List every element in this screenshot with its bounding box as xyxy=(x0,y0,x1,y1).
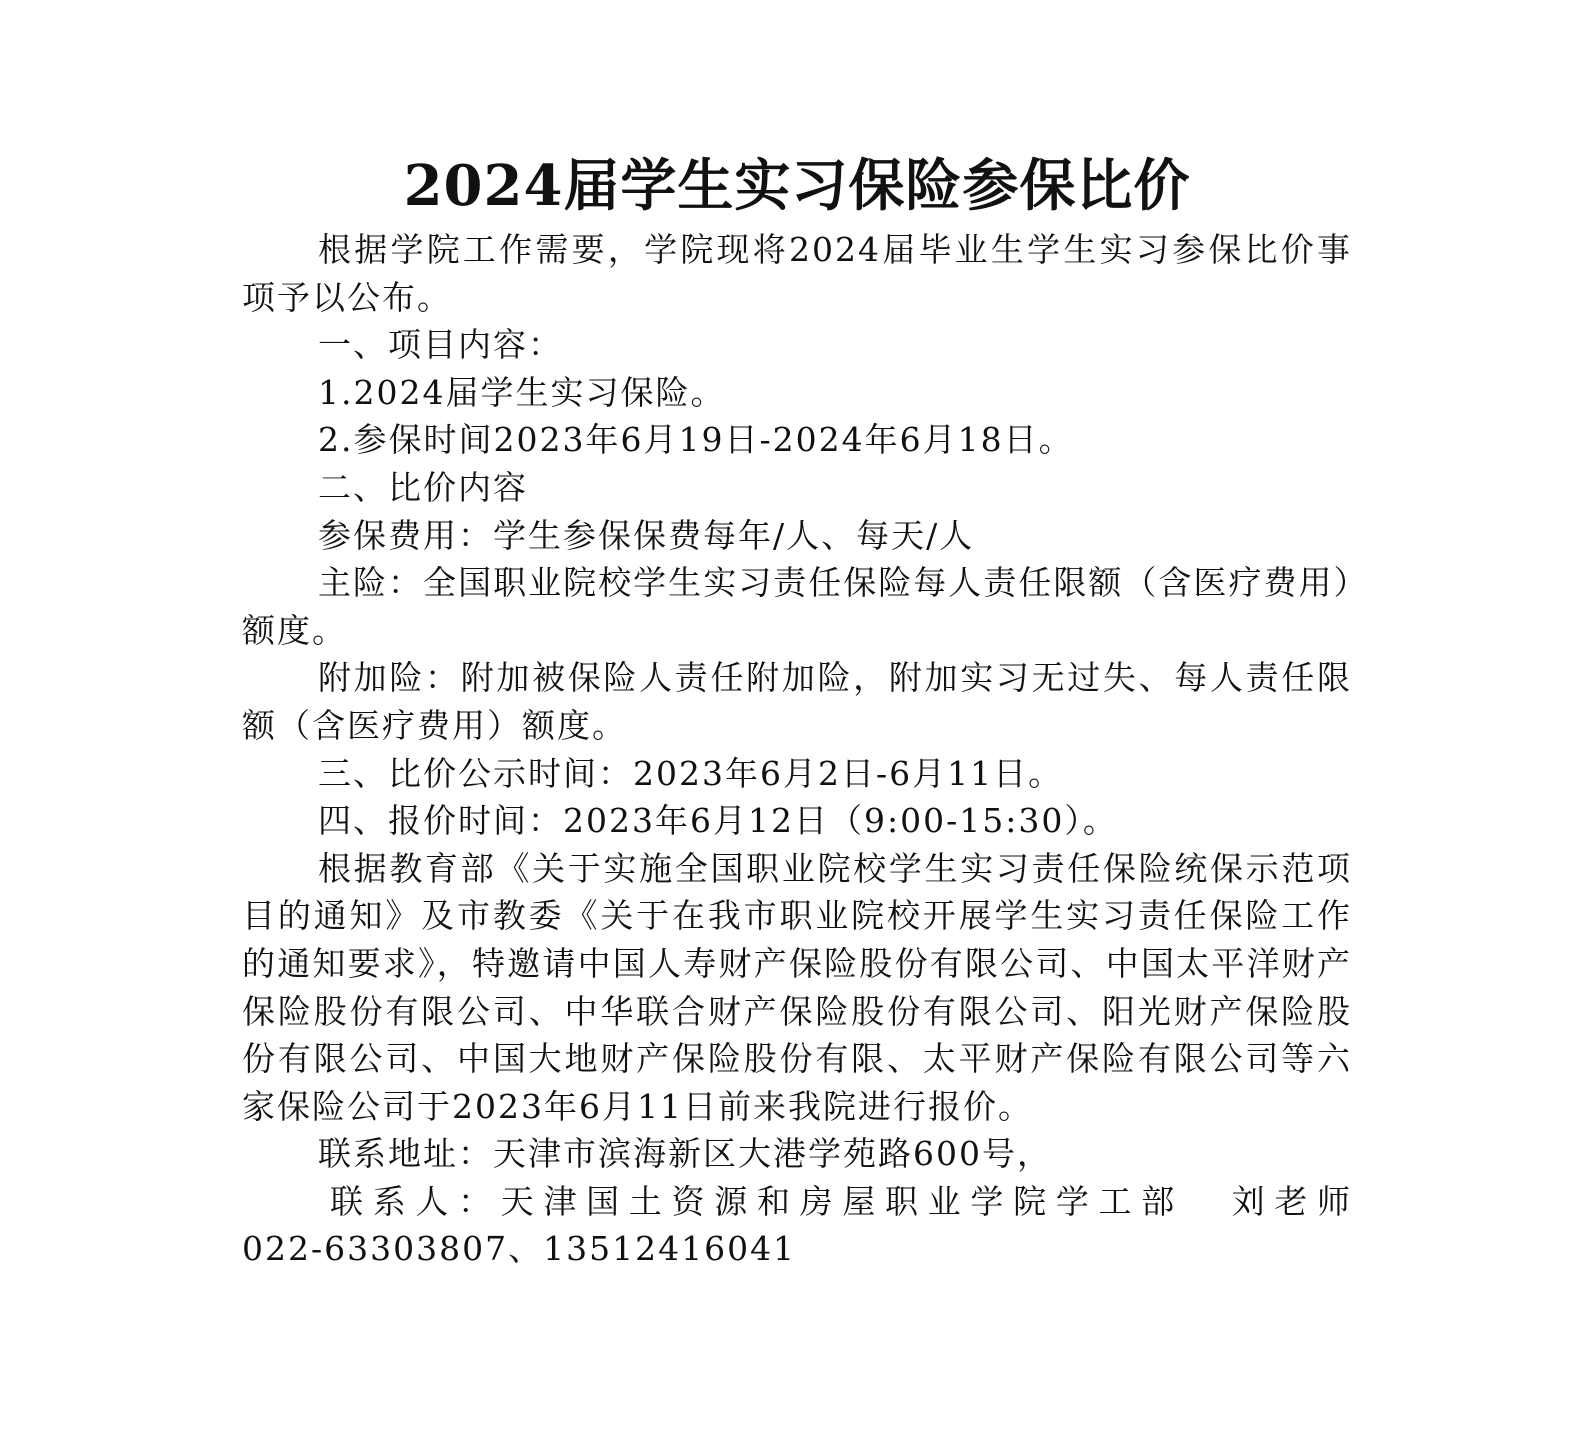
contact-phones: 022-63303807、13512416041 xyxy=(242,1229,797,1269)
main-insurance-paragraph: 主险：全国职业院校学生实习责任保险每人责任限额（含医疗费用）额度。 xyxy=(242,563,1352,650)
project-item-2: 2.参保时间2023年6月19日-2024年6月18日。 xyxy=(318,420,1074,460)
intro-paragraph: 根据学院工作需要，学院现将2024届毕业生学生实习参保比价事项予以公布。 xyxy=(242,230,1352,317)
section1-heading: 一、项目内容： xyxy=(318,325,563,365)
section2-heading: 二、比价内容 xyxy=(318,467,528,507)
contact-label: 联系人：天津国土资源和房屋职业学院学工部 xyxy=(330,1181,1184,1221)
contact-name: 刘老师 xyxy=(1223,1181,1353,1221)
fee-paragraph: 参保费用：学生参保保费每年/人、每天/人 xyxy=(318,515,975,555)
basis-paragraph: 根据教育部《关于实施全国职业院校学生实习责任保险统保示范项目的通知》及市教委《关于在我市职业院校开展学生实习责任保险工作的通知要求》，特邀请中国人寿财产保险股份有限公司、中国太平洋财产保险股份有限公司、中华联合财产保险股份有限公司、阳光财产保险股份有限公司、中国大地财产保险股份有限、太平财产保险有限公司等六家保险公司于2023年6月11日前来我院进行报价。 xyxy=(242,848,1352,1126)
document-page xyxy=(242,150,1352,1273)
section4-paragraph: 四、报价时间：2023年6月12日（9:00-15:30）。 xyxy=(318,801,1118,841)
section3-paragraph: 三、比价公示时间：2023年6月2日-6月11日。 xyxy=(318,753,1064,793)
document-title: 2024届学生实习保险参保比价 xyxy=(403,153,1191,219)
contact-line xyxy=(242,1178,1352,1226)
additional-insurance-paragraph: 附加险：附加被保险人责任附加险，附加实习无过失、每人责任限额（含医疗费用）额度。 xyxy=(242,658,1352,745)
project-item-1: 1.2024届学生实习保险。 xyxy=(318,372,726,412)
address-paragraph: 联系地址：天津市滨海新区大港学苑路600号， xyxy=(318,1134,1052,1174)
